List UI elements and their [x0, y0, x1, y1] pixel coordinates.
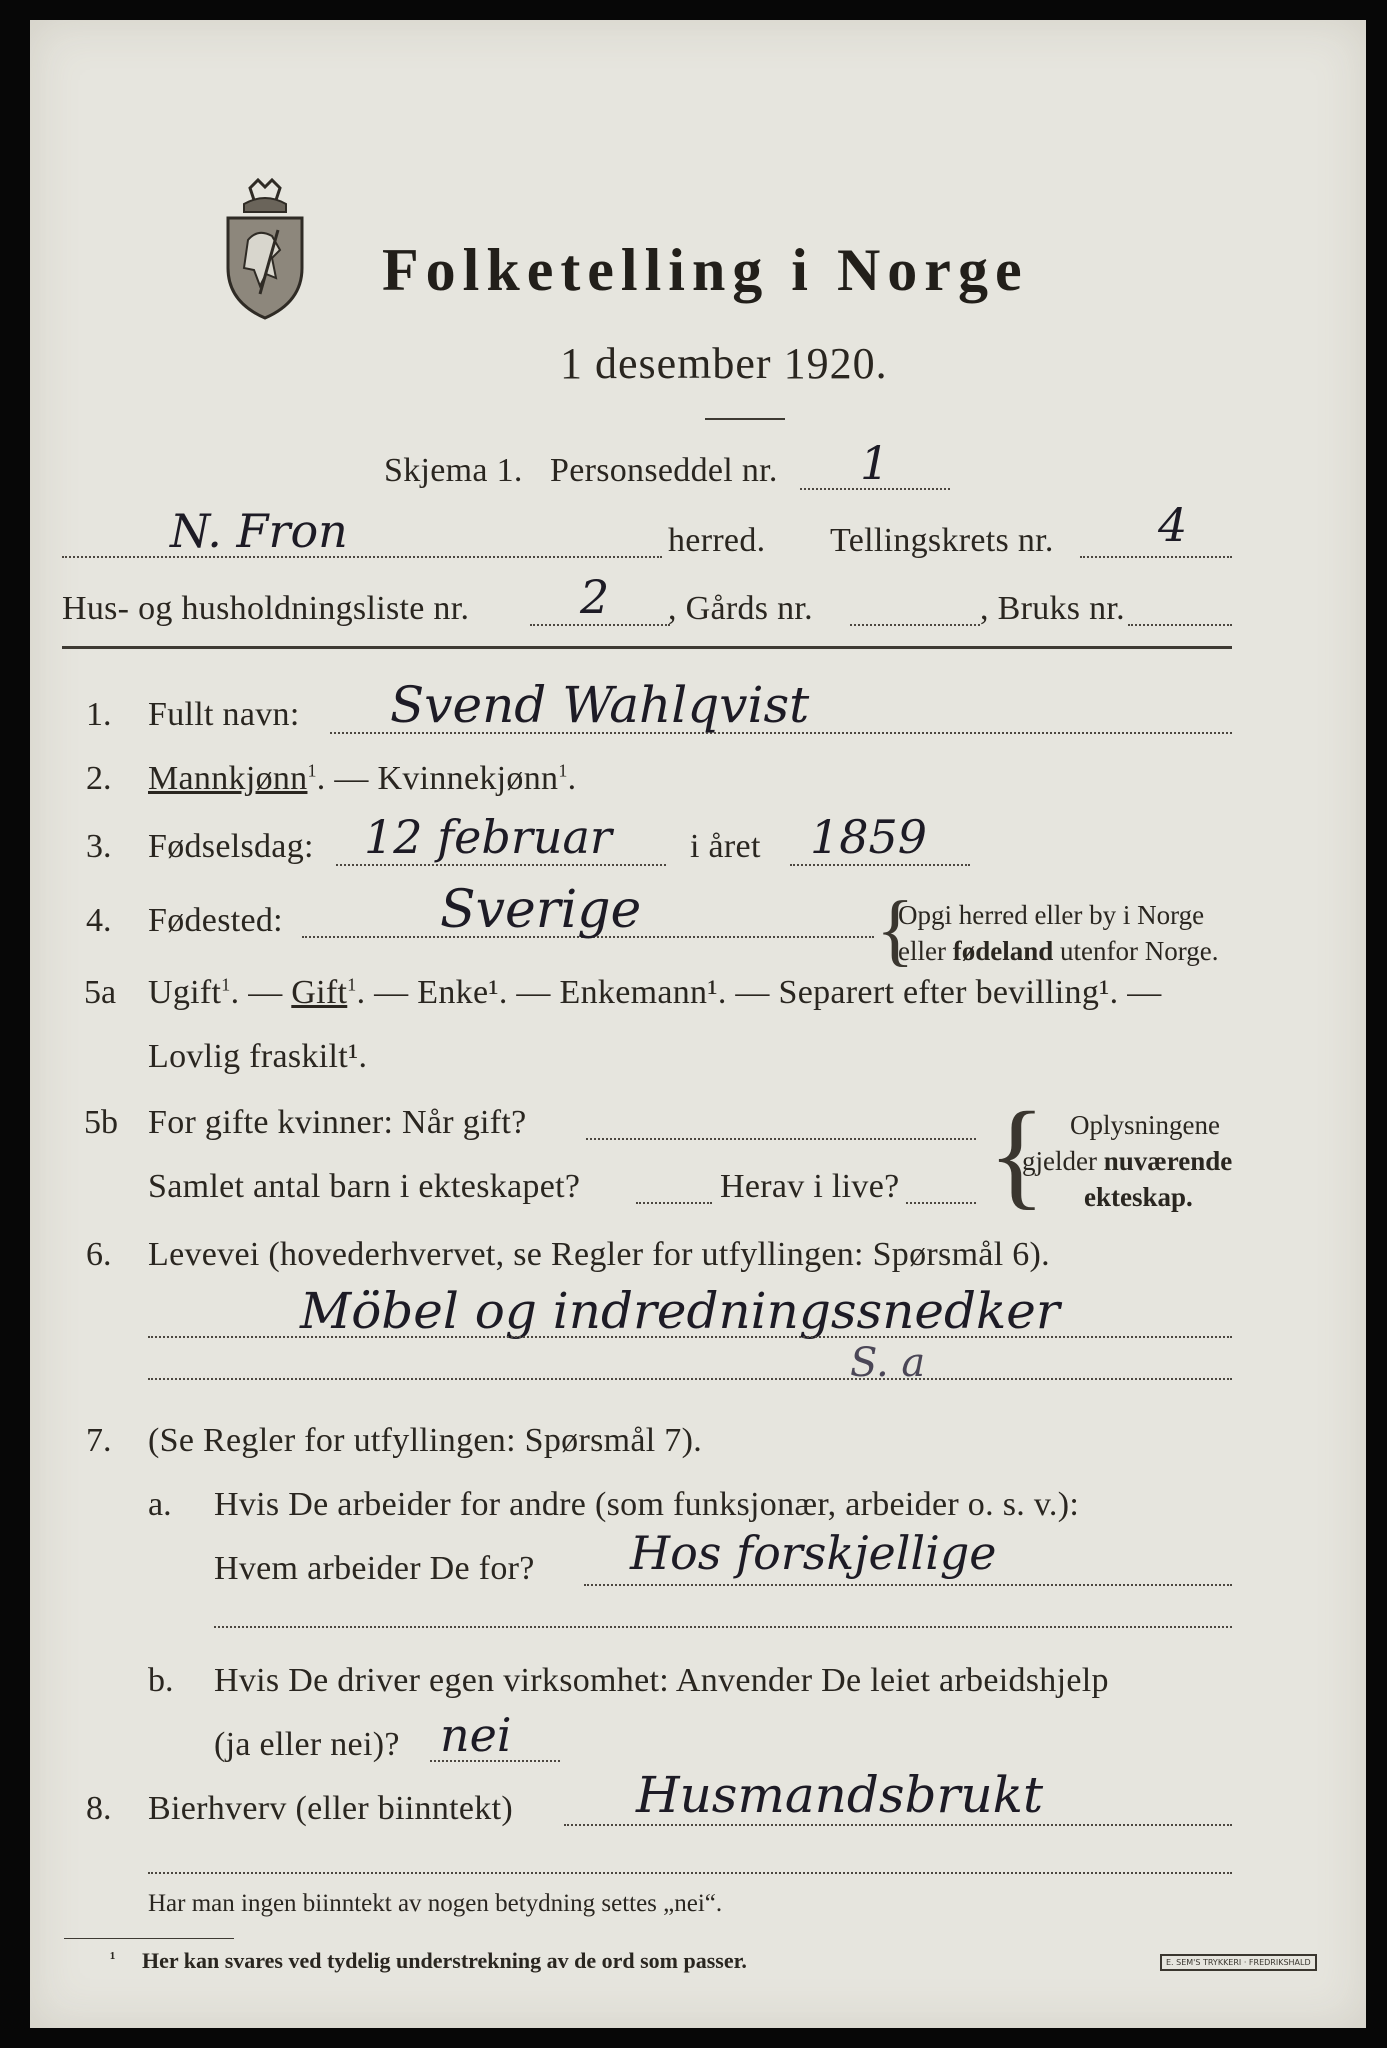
herred-line: [62, 556, 662, 558]
form-title: Folketelling i Norge: [382, 237, 1029, 303]
header-divider: [62, 646, 1232, 649]
bruks-label: , Bruks nr.: [980, 590, 1125, 627]
q3-year-value[interactable]: 1859: [810, 810, 928, 864]
q4-brace: {: [876, 886, 915, 974]
q2-male[interactable]: Mannkjønn: [148, 760, 308, 797]
q5a-gift[interactable]: Gift: [291, 974, 348, 1011]
tellingskrets-value[interactable]: 4: [1158, 498, 1188, 552]
q6-value[interactable]: Möbel og indredningssnedker: [300, 1282, 1060, 1340]
footnote-rule: [64, 1938, 234, 1939]
q5a-rest: . — Enke¹. — Enkemann¹. — Separert efter bevilling¹. —: [356, 974, 1162, 1011]
q5b-number: 5b: [84, 1104, 118, 1141]
q7a-line2: [214, 1626, 1232, 1628]
q1-number: 1.: [86, 696, 112, 733]
q7a-label1: Hvis De arbeider for andre (som funksjonær, arbeider o. s. v.):: [214, 1486, 1080, 1523]
husliste-value[interactable]: 2: [580, 570, 610, 624]
census-date: 1 desember 1920.: [560, 339, 888, 388]
q5b-barn-line: [636, 1202, 712, 1204]
q8-line2: [148, 1872, 1232, 1874]
herred-value[interactable]: N. Fron: [170, 504, 348, 558]
personseddel-label: Personseddel nr.: [550, 452, 778, 489]
q7a-letter: a.: [148, 1486, 172, 1523]
q5b-gift-line: [586, 1138, 976, 1140]
q3-label: Fødselsdag:: [148, 828, 314, 865]
q8-line1: [564, 1824, 1232, 1826]
q5a-ugift[interactable]: Ugift: [148, 974, 222, 1011]
q3-day-value[interactable]: 12 februar: [364, 810, 612, 864]
footnote-mark: ¹: [110, 1948, 116, 1968]
q7a-label2: Hvem arbeider De for?: [214, 1550, 535, 1587]
q5b-note-2: gjelder nuværende: [1022, 1146, 1233, 1176]
q4-note-2: eller fødeland utenfor Norge.: [898, 936, 1219, 966]
q5b-label2: Samlet antal barn i ekteskapet?: [148, 1168, 581, 1205]
coat-of-arms-icon: [220, 178, 310, 320]
q5a-text: Ugift$^1$. — Gift$^1$. — Enke¹. — Enkemann¹. — Separert efter bevilling¹. —: [148, 974, 1162, 1011]
q3-year-line: [790, 864, 970, 866]
q4-note-1: Opgi herred eller by i Norge: [898, 900, 1205, 930]
bruks-line: [1128, 624, 1232, 626]
title-divider: [705, 418, 785, 420]
q2-text: Mannkjønn$^1$. — Kvinnekjønn$^1$.: [148, 760, 577, 797]
q7a-line1: [584, 1584, 1232, 1586]
q2-separator: . —: [316, 760, 378, 797]
q6-line1: [148, 1336, 1232, 1338]
q8-number: 8.: [86, 1790, 112, 1827]
q2-number: 2.: [86, 760, 112, 797]
tellingskrets-label: Tellingskrets nr.: [830, 522, 1054, 559]
q4-label: Fødested:: [148, 902, 283, 939]
q2-female[interactable]: Kvinnekjønn: [377, 760, 559, 797]
q7b-label1: Hvis De driver egen virksomhet: Anvender De leiet arbeidshjelp: [214, 1662, 1109, 1699]
q6-value2[interactable]: S. a: [850, 1340, 926, 1386]
q5b-label1: For gifte kvinner: Når gift?: [148, 1104, 527, 1141]
q4-number: 4.: [86, 902, 112, 939]
q6-number: 6.: [86, 1236, 112, 1273]
q7a-value[interactable]: Hos forskjellige: [630, 1526, 997, 1580]
q5a-number: 5a: [84, 974, 117, 1011]
q5b-note-1: Oplysningene: [1070, 1110, 1220, 1140]
q1-value[interactable]: Svend Wahlqvist: [390, 676, 810, 734]
q7b-label2: (ja eller nei)?: [214, 1726, 400, 1763]
q1-label: Fullt navn:: [148, 696, 300, 733]
q7-label: (Se Regler for utfyllingen: Spørsmål 7).: [148, 1422, 703, 1459]
q5b-live-line: [906, 1202, 976, 1204]
tellingskrets-line: [1080, 556, 1232, 558]
q6-label: Levevei (hovederhvervet, se Regler for utfyllingen: Spørsmål 6).: [148, 1236, 1050, 1273]
personseddel-value[interactable]: 1: [860, 436, 890, 490]
q4-value[interactable]: Sverige: [440, 880, 642, 940]
printer-stamp: E. SEM'S TRYKKERI · FREDRIKSHALD: [1160, 1954, 1317, 1971]
skjema-label: Skjema 1.: [384, 452, 523, 489]
husliste-line: [530, 624, 670, 626]
gards-line: [850, 624, 980, 626]
herred-label: herred.: [668, 522, 766, 559]
q5b-label3: Herav i live?: [720, 1168, 900, 1205]
census-form: [30, 20, 1366, 2028]
footnote-text: Her kan svares ved tydelig understrekning av de ord som passer.: [142, 1948, 747, 1973]
q7-number: 7.: [86, 1422, 112, 1459]
footer-note: Har man ingen biinntekt av nogen betydning settes „nei“.: [148, 1890, 723, 1917]
q2-end: .: [567, 760, 577, 797]
gards-label: , Gårds nr.: [668, 590, 813, 627]
q3-number: 3.: [86, 828, 112, 865]
husliste-label: Hus- og husholdningsliste nr.: [62, 590, 470, 627]
q6-line2: [148, 1378, 1232, 1380]
q8-label: Bierhverv (eller biinntekt): [148, 1790, 513, 1827]
q7b-letter: b.: [148, 1662, 174, 1699]
q3-year-label: i året: [690, 828, 761, 865]
q3-day-line: [336, 864, 666, 866]
q5a-line2: Lovlig fraskilt¹.: [148, 1038, 368, 1075]
q5b-brace: {: [988, 1087, 1046, 1220]
q8-value[interactable]: Husmandsbrukt: [636, 1766, 1044, 1824]
q5b-note-3: ekteskap.: [1084, 1182, 1193, 1212]
q7b-value[interactable]: nei: [440, 1708, 512, 1762]
